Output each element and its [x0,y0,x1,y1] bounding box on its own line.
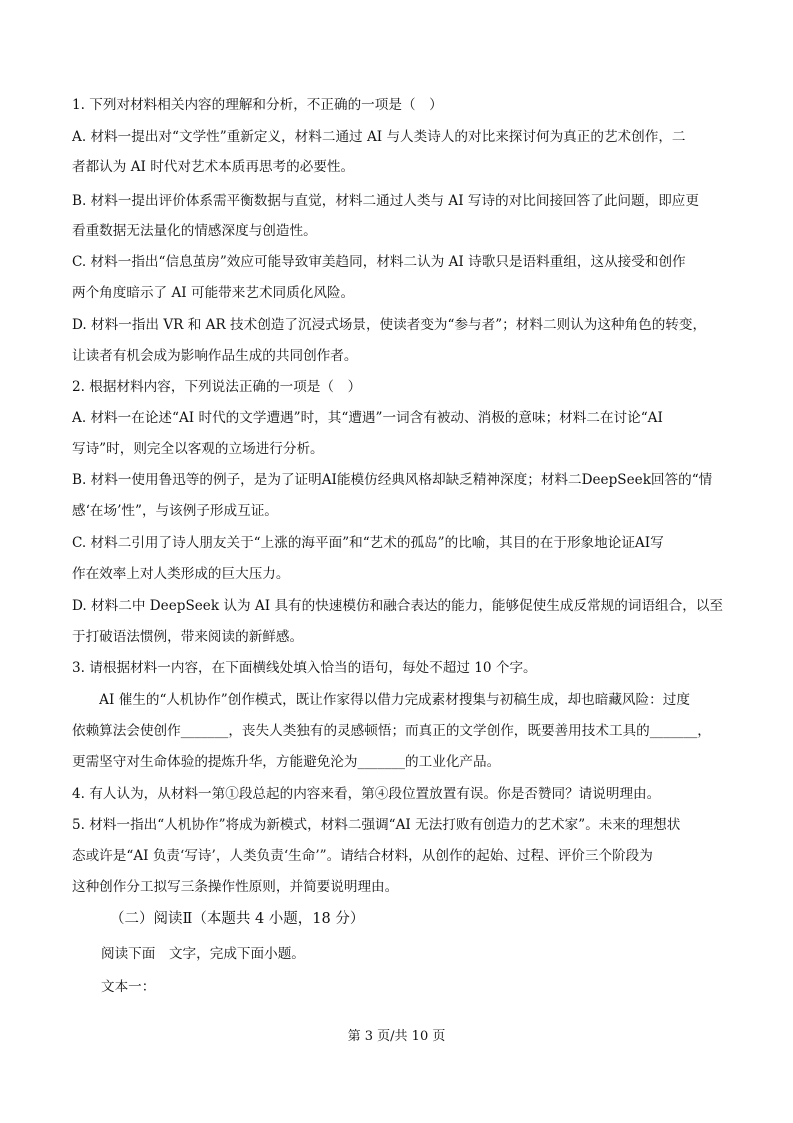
q1-option-b-cont: 看重数据无法量化的情感深度与创造性。 [72,223,317,239]
q2-option-d-cont: 于打破语法惯例，带来阅读的新鲜感。 [72,629,304,645]
q1-option-b: B. 材料一提出评价体系需平衡数据与直觉，材料二通过人类与 AI 写诗的对比间接回答了此问题，即应更 [72,193,699,209]
section-heading: （二）阅读Ⅱ（本题共 4 小题，18 分） [110,911,365,927]
q5-stem-cont-2: 这种创作分工拟写三条操作性原则，并简要说明理由。 [72,879,399,895]
text-label: 文本一： [101,979,156,995]
q2-option-a-cont: 写诗”时，则完全以客观的立场进行分析。 [72,441,324,457]
q1-option-c: C. 材料一指出“信息茧房”效应可能导致审美趋同，材料二认为 AI 诗歌只是语料重组，这从接受和创作 [72,254,686,270]
q3-stem: 3. 请根据材料一内容，在下面横线处填入恰当的语句，每处不超过 10 个字。 [72,660,537,676]
q4-stem: 4. 有人认为，从材料一第①段总起的内容来看，第④段位置放置有误。你是否赞同？请说明理由。 [72,786,661,802]
q1-option-d: D. 材料一指出 VR 和 AR 技术创造了沉浸式场景，使读者变为“参与者”；材料二则认为这种角色的转变， [72,317,707,333]
q3-passage-1: AI 催生的“人机协作”创作模式，既让作家得以借力完成素材搜集与初稿生成，却也暗藏风险：过度 [72,692,690,708]
q1-option-a: A. 材料一提出对“文学性”重新定义，材料二通过 AI 与人类诗人的对比来探讨何为真正的艺术创作，二 [72,129,686,145]
q2-stem: 2. 根据材料内容，下列说法正确的一项是（ ） [72,379,362,395]
q1-stem: 1. 下列对材料相关内容的理解和分析，不正确的一项是（ ） [72,97,443,113]
q1-option-d-cont: 让读者有机会成为影响作品生成的共同创作者。 [72,348,358,364]
q2-option-c: C. 材料二引用了诗人朋友关于“上涨的海平面”和“艺术的孤岛”的比喻，其目的在于形象地论证AI写 [72,535,664,551]
page-footer: 第 3 页/共 10 页 [347,1029,446,1044]
q2-option-a: A. 材料一在论述“AI 时代的文学遭遇”时，其“遭遇”一词含有被动、消极的意味；材料二在讨论“AI [72,410,663,426]
q2-option-b-cont: 感‘在场’性”，与该例子形成互证。 [72,503,278,519]
reading-instruction: 阅读下面 文字，完成下面小题。 [101,946,305,962]
q3-passage-2: 依赖算法会使创作_______，丧失人类独有的灵感顿悟；而真正的文学创作，既要善用技术工具的_______， [72,723,711,739]
q2-option-c-cont: 作在效率上对人类形成的巨大压力。 [72,566,290,582]
q5-stem-cont-1: 态或许是“AI 负责‘写诗’，人类负责‘生命’”。请结合材料，从创作的起始、过程、评价三个阶段为 [72,848,653,864]
q5-stem: 5. 材料一指出“人机协作”将成为新模式，材料二强调“AI 无法打败有创造力的艺术家”。未来的理想状 [72,817,681,833]
q2-option-b: B. 材料一使用鲁迅等的例子，是为了证明AI能模仿经典风格却缺乏精神深度；材料二DeepSeek回答的“情 [72,472,713,488]
q3-passage-3: 更需坚守对生命体验的提炼升华，方能避免沦为_______的工业化产品。 [72,754,501,770]
q2-option-d: D. 材料二中 DeepSeek 认为 AI 具有的快速模仿和融合表达的能力，能够促使生成反常规的词语组合，以至 [72,598,724,614]
q1-option-c-cont: 两个角度暗示了 AI 可能带来艺术同质化风险。 [72,285,355,301]
q1-option-a-cont: 者都认为 AI 时代对艺术本质再思考的必要性。 [72,159,355,175]
